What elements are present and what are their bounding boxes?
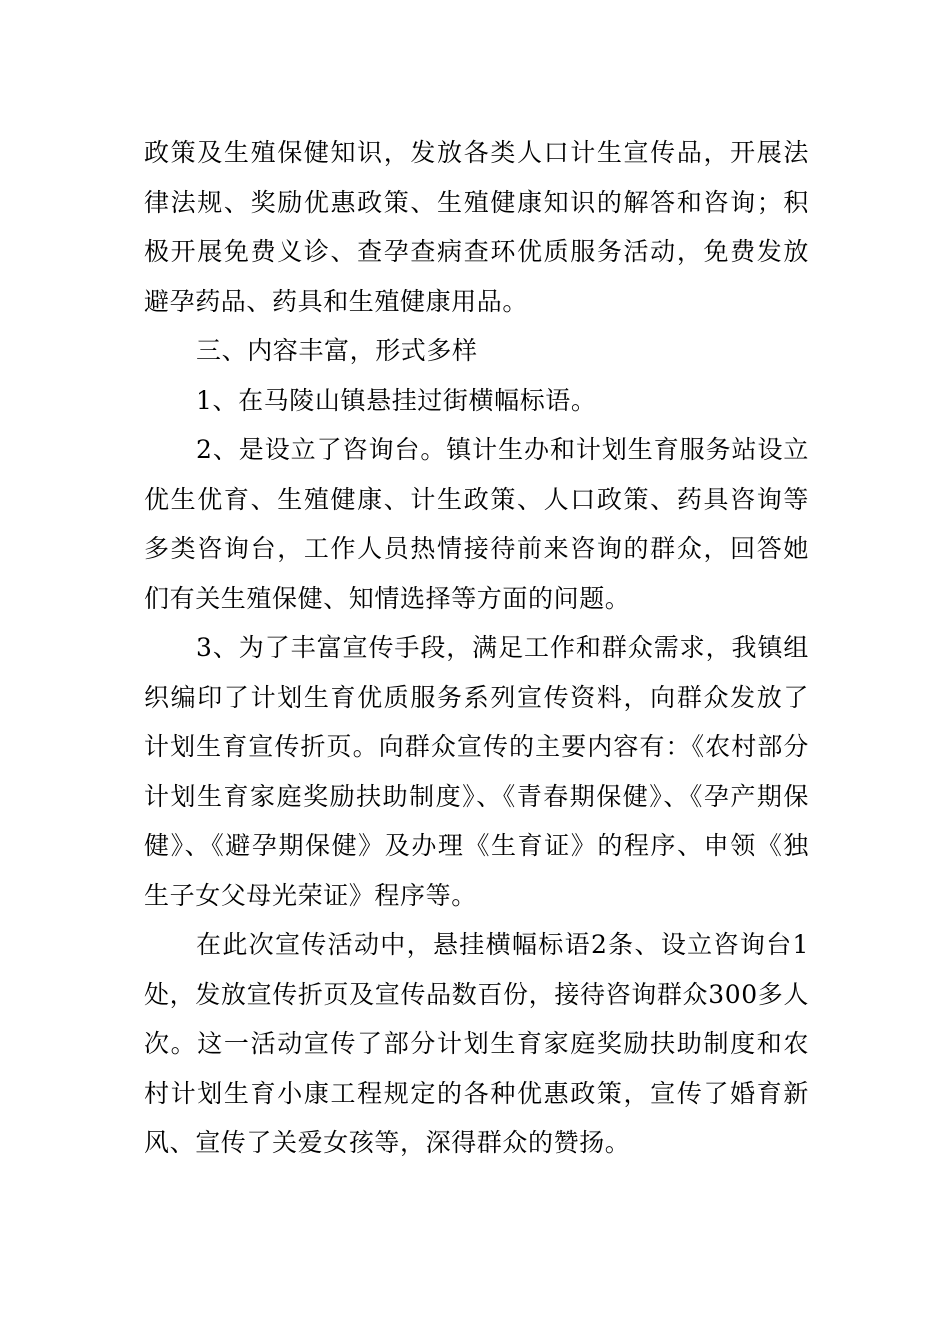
document-body	[144, 128, 809, 1168]
section-heading: 三、内容丰富，形式多样	[196, 336, 478, 365]
paragraph-item-2: 2、是设立了咨询台。镇计生办和计划生育服务站设立优生优育、生殖健康、计生政策、人口政策、药具咨询等多类咨询台，工作人员热情接待前来咨询的群众，回答她们有关生殖保健、知情选择等方面的问题。	[144, 435, 809, 613]
paragraph-item-1: 1、在马陵山镇悬挂过街横幅标语。	[196, 385, 597, 415]
paragraph-1: 政策及生殖保健知识，发放各类人口计生宣传品，开展法律法规、奖励优惠政策、生殖健康知识的解答和咨询；积极开展免费义诊、查孕查病查环优质服务活动，免费发放避孕药品、药具和生殖健康用品。	[144, 138, 809, 316]
paragraph-item-3: 3、为了丰富宣传手段，满足工作和群众需求，我镇组织编印了计划生育优质服务系列宣传资料，向群众发放了计划生育宣传折页。向群众宣传的主要内容有：《农村部分计划生育家庭奖励扶助制度》、《青春期保健》、《孕产期保健》、《避孕期保健》及办理《生育证》的程序、申领《独生子女父母光荣证》程序等。	[144, 633, 809, 910]
paragraph-summary: 在此次宣传活动中，悬挂横幅标语2条、设立咨询台1处，发放宣传折页及宣传品数百份，接待咨询群众300多人次。这一活动宣传了部分计划生育家庭奖励扶助制度和农村计划生育小康工程规定的各种优惠政策，宣传了婚育新风、宣传了关爱女孩等，深得群众的赞扬。	[144, 930, 809, 1157]
